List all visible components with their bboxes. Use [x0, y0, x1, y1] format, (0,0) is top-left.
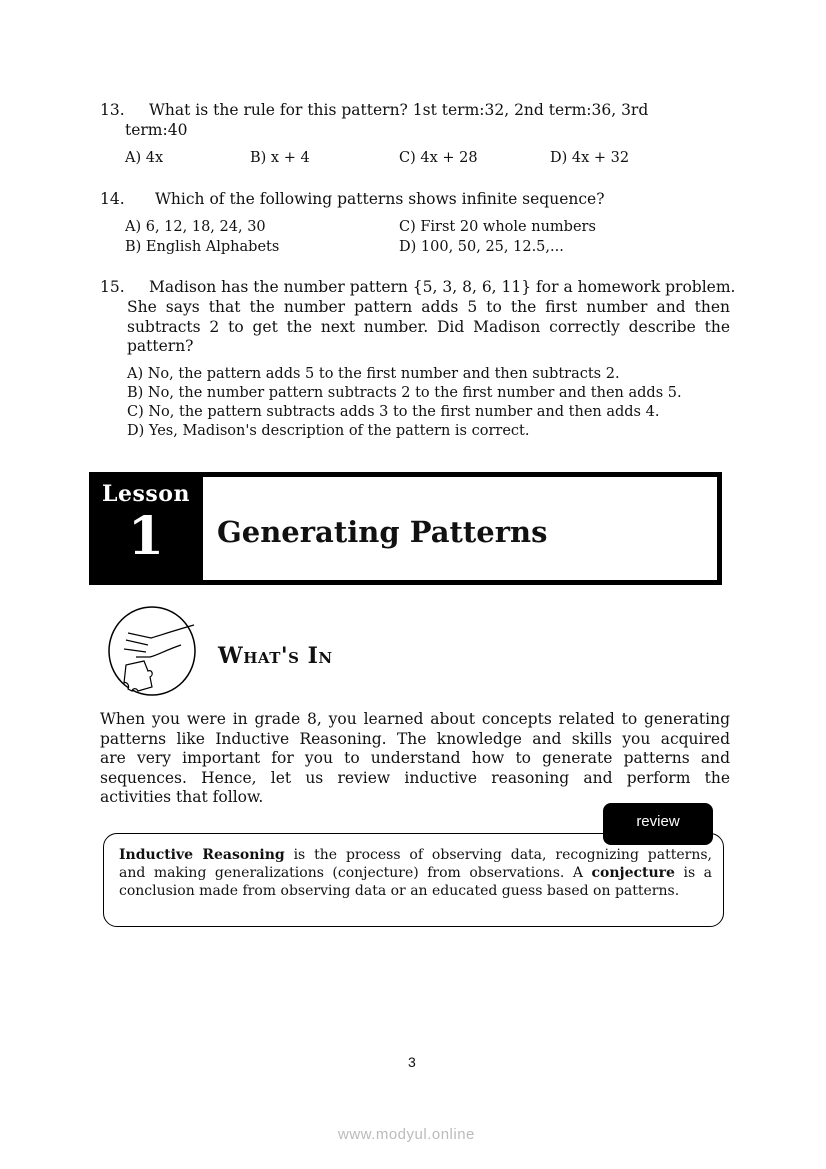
q14-option-a: A) 6, 12, 18, 24, 30: [125, 219, 266, 235]
intro-text: patterns like Inductive Reasoning. The knowledge and skills you acquired: [100, 730, 730, 748]
review-text: and making generalizations (conjecture) from observations. A: [119, 865, 592, 881]
question-14-text: Which of the following patterns shows infinite sequence?: [155, 190, 605, 208]
intro-text: are very important for you to understand how to generate patterns and: [100, 749, 730, 767]
page-number: 3: [408, 1054, 416, 1070]
question-15-text: Madison has the number pattern {5, 3, 8, 6, 11} for a homework problem.: [149, 278, 736, 296]
section-title: What's In: [218, 643, 333, 669]
intro-text: sequences. Hence, let us review inductive reasoning and perform the: [100, 769, 730, 787]
intro-text: activities that follow.: [100, 788, 264, 806]
q13-option-d: D) 4x + 32: [550, 150, 630, 166]
question-15-number: 15.: [100, 278, 125, 296]
q13-option-b: B) x + 4: [250, 150, 310, 166]
review-text: is a: [674, 865, 712, 881]
lesson-badge: [92, 475, 200, 582]
q15-option-b: B) No, the number pattern subtracts 2 to the first number and then adds 5.: [127, 385, 682, 401]
puzzle-hand-icon: [106, 605, 198, 697]
lesson-header: [89, 472, 722, 585]
q15-option-d: D) Yes, Madison's description of the pattern is correct.: [127, 423, 530, 439]
q14-option-b: B) English Alphabets: [125, 239, 280, 255]
q15-option-c: C) No, the pattern subtracts adds 3 to the first number and then adds 4.: [127, 404, 660, 420]
review-line-2: [119, 864, 712, 882]
question-14-number: 14.: [100, 190, 125, 208]
question-15-text: subtracts 2 to get the next number. Did Madison correctly describe the: [127, 318, 730, 336]
lesson-number: 1: [127, 506, 165, 567]
review-text: is the process of observing data, recognizing patterns,: [284, 847, 712, 863]
q13-option-a: A) 4x: [125, 150, 164, 166]
question-15-text: She says that the number pattern adds 5 to the first number and then: [127, 298, 730, 316]
review-line-3: conclusion made from observing data or an educated guess based on patterns.: [119, 883, 680, 899]
review-tab: review: [603, 803, 713, 845]
term-inductive-reasoning: Inductive Reasoning: [119, 847, 285, 863]
q14-option-c: C) First 20 whole numbers: [399, 219, 596, 235]
lesson-title-box: [200, 475, 719, 582]
question-13-text: What is the rule for this pattern? 1st term:32, 2nd term:36, 3rd: [149, 101, 649, 119]
term-conjecture: conjecture: [591, 865, 675, 881]
question-13-text-cont: term:40: [125, 121, 188, 139]
intro-text: When you were in grade 8, you learned about concepts related to generating: [100, 710, 730, 728]
question-15-text: pattern?: [127, 337, 194, 355]
q14-option-d: D) 100, 50, 25, 12.5,...: [399, 239, 564, 255]
watermark: www.modyul.online: [338, 1126, 475, 1143]
q15-option-a: A) No, the pattern adds 5 to the first number and then subtracts 2.: [127, 366, 620, 382]
q13-option-c: C) 4x + 28: [399, 150, 478, 166]
question-13-number: 13.: [100, 101, 125, 119]
lesson-title: Generating Patterns: [217, 515, 548, 549]
review-line-1: [119, 846, 712, 864]
lesson-label: Lesson: [102, 481, 190, 507]
